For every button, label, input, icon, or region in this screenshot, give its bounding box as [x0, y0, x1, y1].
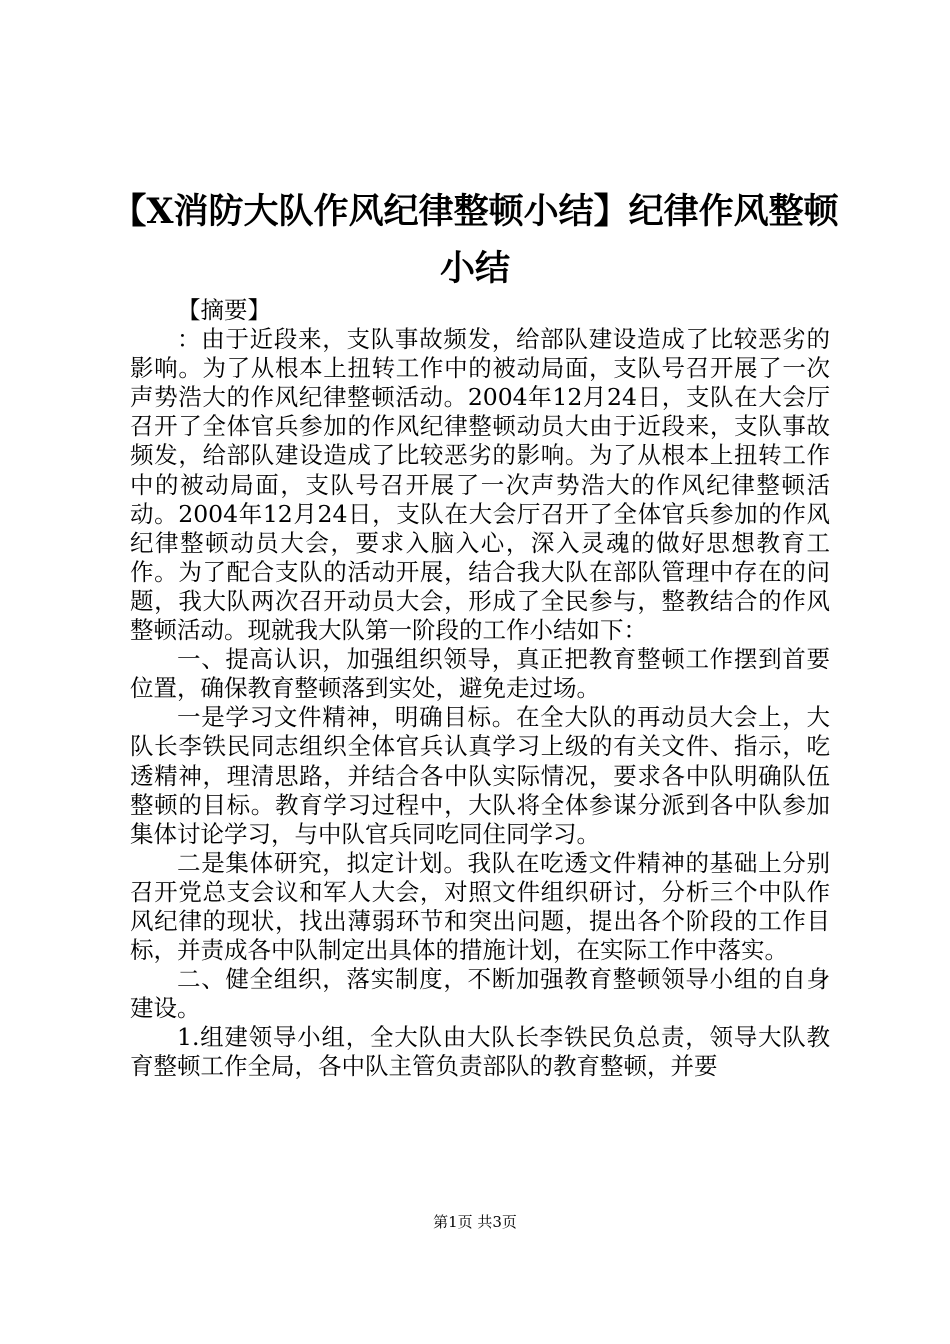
body-paragraph: 二、健全组织，落实制度，不断加强教育整顿领导小组的自身建设。	[130, 965, 830, 1023]
body-paragraph: ：由于近段来，支队事故频发，给部队建设造成了比较恶劣的影响。为了从根本上扭转工作中的被动局面，支队号召开展了一次声势浩大的作风纪律整顿活动。2004年12月24日，支队在大会厅召开了全体官兵参加的作风纪律整顿动员大由于近段来，支队事故频发，给部队建设造成了比较恶劣的影响。为了从根本上扭转工作中的被动局面，支队号召开展了一次声势浩大的作风纪律整顿活动。2004年12月24日，支队在大会厅召开了全体官兵参加的作风纪律整顿动员大会，要求入脑入心，深入灵魂的做好思想教育工作。为了配合支队的活动开展，结合我大队在部队管理中存在的问题，我大队两次召开动员大会，形成了全民参与，整教结合的作风整顿活动。现就我大队第一阶段的工作小结如下：	[130, 325, 830, 645]
body-paragraph: 1.组建领导小组，全大队由大队长李铁民负总责，领导大队教育整顿工作全局，各中队主管负责部队的教育整顿，并要	[130, 1023, 830, 1081]
body-paragraph: 一是学习文件精神，明确目标。在全大队的再动员大会上，大队长李铁民同志组织全体官兵认真学习上级的有关文件、指示，吃透精神，理清思路，并结合各中队实际情况，要求各中队明确队伍整顿的目标。教育学习过程中，大队将全体参谋分派到各中队参加集体讨论学习，与中队官兵同吃同住同学习。	[130, 703, 830, 848]
document-title: 【X消防大队作风纪律整顿小结】纪律作风整顿小结	[111, 191, 839, 289]
document-body	[130, 296, 830, 1082]
body-paragraph: 二是集体研究，拟定计划。我队在吃透文件精神的基础上分别召开党总支会议和军人大会，对照文件组织研讨，分析三个中队作风纪律的现状，找出薄弱环节和突出问题，提出各个阶段的工作目标，并责成各中队制定出具体的措施计划，在实际工作中落实。	[130, 848, 830, 965]
body-paragraph: 一、提高认识，加强组织领导，真正把教育整顿工作摆到首要位置，确保教育整顿落到实处，避免走过场。	[130, 645, 830, 703]
abstract-heading: 【摘要】	[177, 296, 271, 324]
page-number: 第1页 共3页	[433, 1213, 517, 1231]
